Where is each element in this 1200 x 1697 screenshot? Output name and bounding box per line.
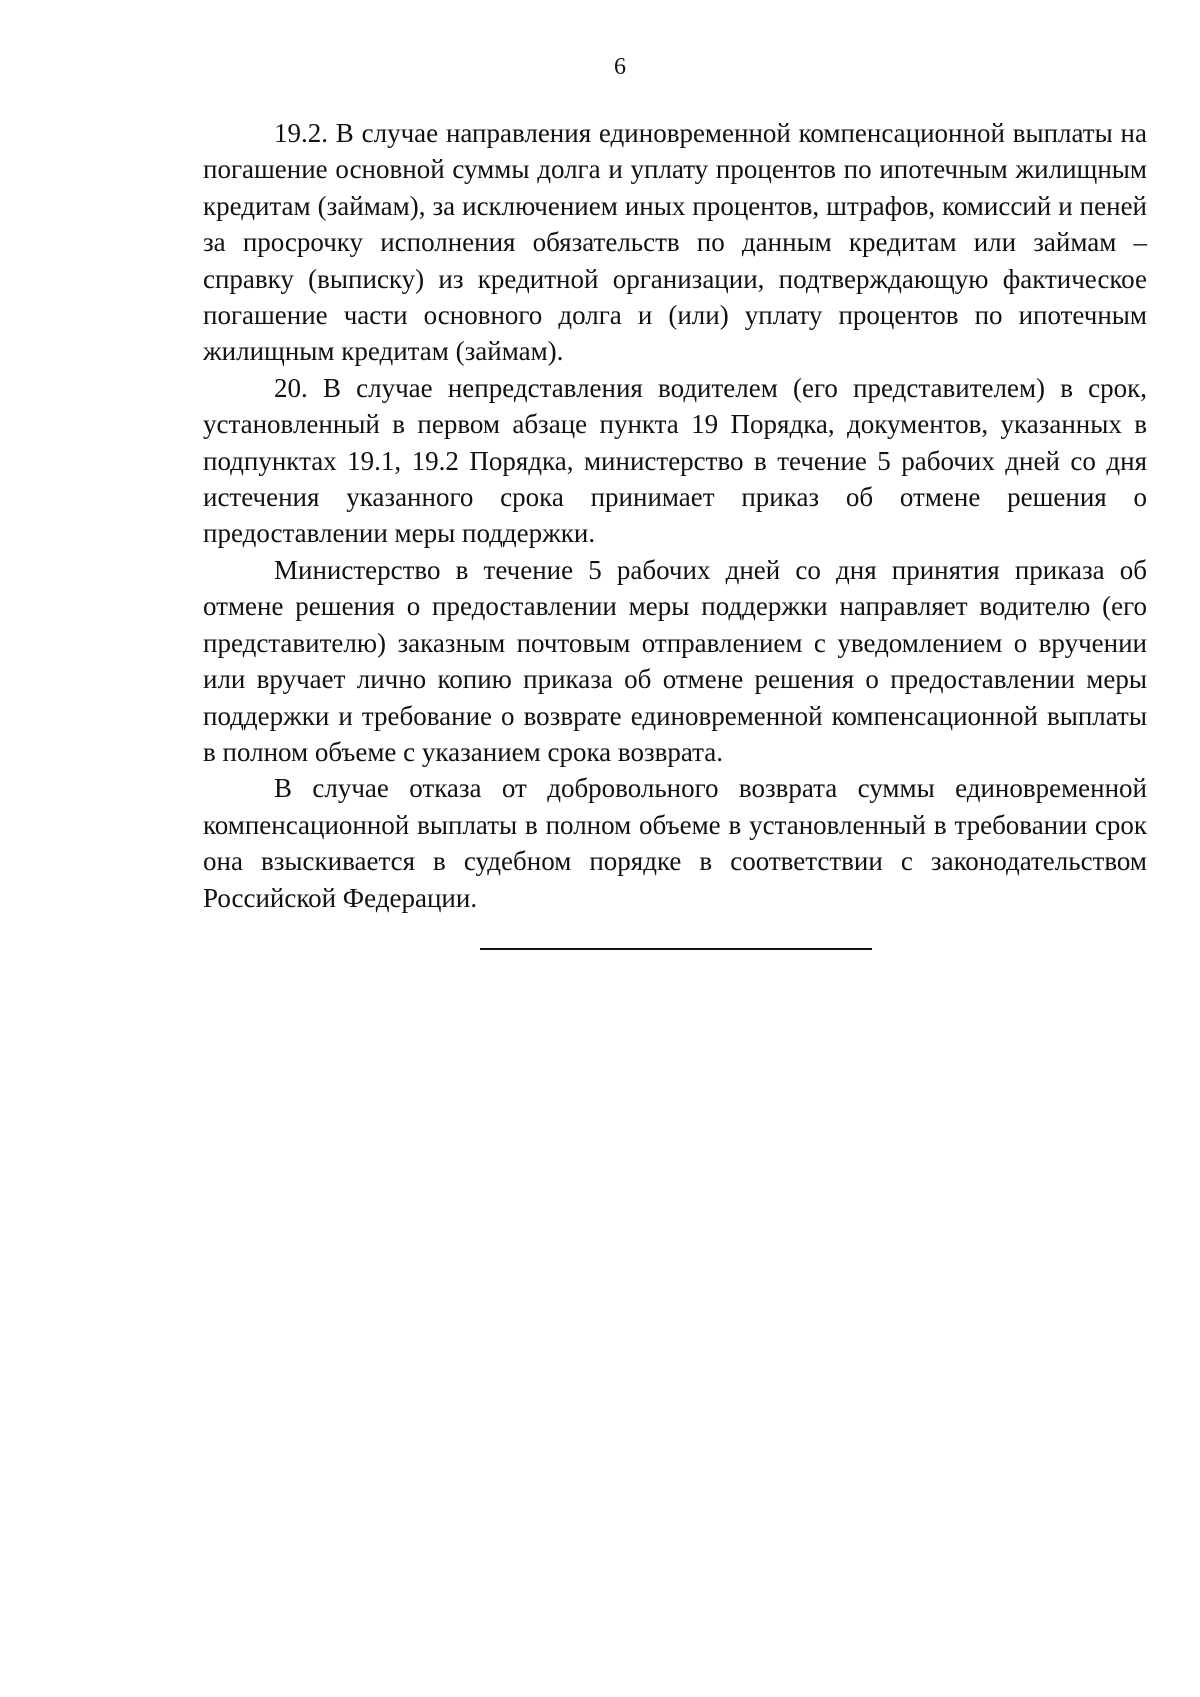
- closing-rule: [480, 948, 872, 950]
- paragraph-19-2: 19.2. В случае направления единовременной компенсационной выплаты на погашение основной суммы долга и уплату процентов по ипотечным жилищным кредитам (займам), за исключением иных процентов, штрафов, комиссий и пеней за просрочку исполнения обязательств по данным кредитам или займам – справку (выписку) из кредитной организации, подтверждающую фактическое погашение части основного долга и (или) уплату процентов по ипотечным жилищным кредитам (займам).: [203, 118, 1147, 367]
- paragraph-ministry-notice: Министерство в течение 5 рабочих дней со дня принятия приказа об отмене решения о предоставлении меры поддержки направляет водителю (его представителю) заказным почтовым отправлением с уведомлением о вручении или вручает лично копию приказа об отмене решения о предоставлении меры поддержки и требование о возврате единовременной компенсационной выплаты в полном объеме с указанием срока возврата.: [203, 554, 1147, 767]
- paragraph-refusal-recovery: В случае отказа от добровольного возврата суммы единовременной компенсационной выплаты в полном объеме в установленный в требовании срок она взыскивается в судебном порядке в соответствии с законодательством Российской Федерации.: [203, 773, 1147, 913]
- page-number: 6: [614, 54, 626, 80]
- paragraph-20: 20. В случае непредставления водителем (его представителем) в срок, установленный в первом абзаце пункта 19 Порядка, документов, указанных в подпунктах 19.1, 19.2 Порядка, министерство в течение 5 рабочих дней со дня истечения указанного срока принимает приказ об отмене решения о предоставлении меры поддержки.: [203, 372, 1147, 549]
- document-body: [203, 115, 1147, 916]
